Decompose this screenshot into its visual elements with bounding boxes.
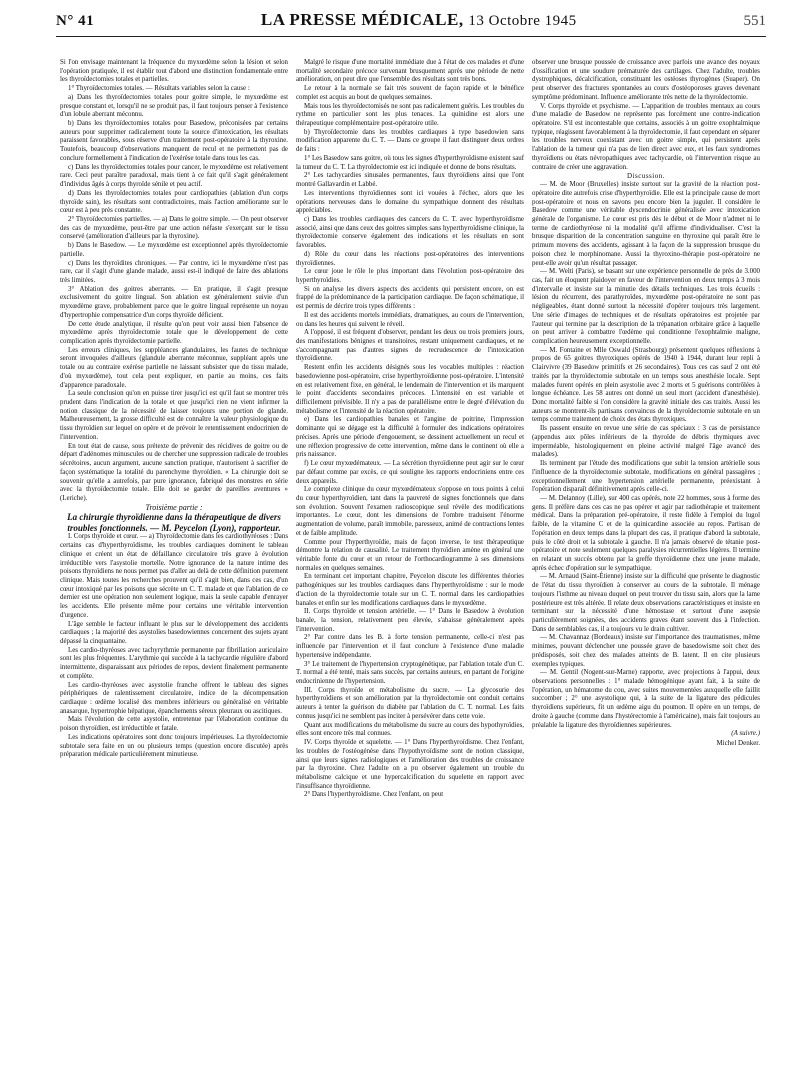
paragraph: Discussion. [627, 172, 665, 181]
page-header [56, 10, 766, 37]
paragraph: 1° Les Basedow sans goitre, où tous les signes d'hyperthyroïdisme existent sauf la tumeur du C. T. La thyroïdectomie est ici indiquée et donne de bons résultats. [296, 154, 524, 171]
text-column-middle [296, 59, 524, 1083]
paragraph: Les cardio-thyréoses avec tachyrythmie permanente par fibrillation auriculaire sont les plus fréquentes. L'arythmie qui succède à la tachycardie régulière d'abord intermittente, disparaissant aux périodes de repos, devient finalement permanente et complète. [60, 646, 288, 680]
paragraph: Ils passent ensuite en revue une série de cas spéciaux : 3 cas de persistance (appendus aux pôles inférieurs de la thyroïde de débris thymiques avec imperméable, histologiquement en pleine activité malgré l'âge avancé des malades). [532, 425, 760, 459]
paragraph: — M. Arnaud (Saint-Étienne) insiste sur la difficulté que présente le diagnostic de l'état du tissu thyroïdien à conserver au cours de la subtotale. Il ménage toujours l'isthme au niveau duquel on peut trouver du tissu sain, alors que la lame postérieure est très altérée. Il relate deux observations caractéristiques et insiste en terminant sur la nécessité d'une hémostase et surtout d'une asepsie particulièrement soignées, des accidents graves étant souvent dus à l'infection. Dans de semblables cas, il a toujours vu le drain cultiver. [532, 573, 760, 633]
issue-number: N° 41 [56, 13, 95, 29]
paragraph: a) Dans les thyroïdectomies totales pour goitre simple, le myxœdème est presque constant et, lorsqu'il ne se produit pas, il faut toujours penser à l'existence d'un lobule aberrant méconnu. [60, 93, 288, 119]
paragraph: Restent enfin les accidents désignés sous les vocables multiples : réaction basedowienne post-opératoire, crise hyperthyroïdienne post-opératoire. L'intensité en est relativement fixe, en général, le lendemain de l'intervention et ils marquent le point d'accidents secondaires précoces. L'intensité en est variable et difficilement prévisible. Il n'y a pas de parallélisme entre le degré d'élévation du métabolisme et l'intensité de la réaction opératoire. [296, 364, 524, 415]
paragraph: Si on analyse les divers aspects des accidents qui persistent encore, on est frappé de la prédominance de la participation cardiaque. De façon schématique, il est permis de décrire trois types différents : [296, 285, 524, 311]
paragraph: 2° Thyroïdectomies partielles. — a) Dans le goitre simple. — On peut observer des cas de myxœdème, peut-être par une action néfaste s'exerçant sur le tissu conservé (amélioration d'ailleurs par la thyroxine). [60, 215, 288, 241]
paragraph: Le cœur joue le rôle le plus important dans l'évolution post-opératoire des hyperthyroïdies. [296, 268, 524, 284]
paragraph: V. Corps thyroïde et psychisme. — L'apparition de troubles mentaux au cours d'une maladie de Basedow ne représente pas forcément une contre-indication opératoire. S'il est incontestable que certains, associés à un goitre exophtalmique typique, réagissent favorablement à la thyroïdectomie, il faut cependant en séparer les troubles nerveux coexistant avec un goitre simple, qui persistent après l'ablation de la tumeur qui n'a pas de lien direct avec eux, et les faux syndromes thyroïdiens ou états névropathiques avec tachycardie, où l'intervention risque au contraire de créer une aggravation. [532, 102, 760, 171]
paragraph: 3° Ablation des goitres aberrants. — En pratique, il s'agit presque exclusivement du goitre lingual. Son ablation est généralement suivie d'un myxœdème grave, probablement parce que le goitre lingual représente un noyau d'hypertrophie compensatrice d'un corps thyroïde déficient. [60, 285, 288, 319]
paragraph: d) Rôle du cœur dans les réactions post-opératoires des interventions thyroïdiennes. [296, 250, 524, 267]
paragraph: Quant aux modifications du métabolisme du sucre au cours des hypothyroïdies, elles sont encore très mal connues. [296, 721, 524, 738]
paragraph: A l'opposé, il est fréquent d'observer, pendant les deux ou trois premiers jours, des manifestations bénignes et transitoires, restant uniquement cardiaques, et ne s'accompagnant pas d'autres signes de recrudescence de l'intoxication thyroïdienne. [296, 329, 524, 363]
paragraph: III. Corps thyroïde et métabolisme du sucre. — La glycosurie des hyperthyroïdiens et son amélioration par la thyroïdectomie ont conduit certains auteurs à tenter la guérison du diabète par l'ablation du C. T. normal. Les faits connus jusqu'ici ne semblent pas inciter à persévérer dans cette voie. [296, 686, 524, 720]
paragraph: Mais tous les thyroïdectomisés ne sont pas radicalement guéris. Les troubles du rythme en particulier sont les plus tenaces. La quinidine est alors une thérapeutique complémentaire post-opératoire utile. [296, 102, 524, 128]
paragraph: L'âge semble le facteur influant le plus sur le développement des accidents cardiaques ; la majorité des asystolies basedowiennes concernent des sujets ayant dépassé la cinquantaine. [60, 620, 288, 645]
paragraph: c) Dans les thyroïdites chroniques. — Par contre, ici le myxœdème n'est pas rare, car il s'agit d'une glande malade, aussi est-il indiqué de faire des ablations très limitées. [60, 259, 288, 284]
paragraph: Le retour à la normale se fait très souvent de façon rapide et le bénéfice complet est acquis au bout de quelques semaines. [296, 85, 524, 101]
paragraph: Il est des accidents mortels immédiats, dramatiques, au cours de l'intervention, ou dans les heures qui suivent le réveil. [296, 311, 524, 328]
paragraph: 2° Par contre dans les B. à forte tension permanente, celle-ci n'est pas influencée par l'intervention et il faut conclure à l'existence d'une maladie hypertensive indépendante. [296, 634, 524, 659]
article-body [60, 59, 766, 1083]
paragraph: — M. Chavannaz (Bordeaux) insiste sur l'importance des traumatismes, même minimes, pouvant déclencher une poussée grave de basedowisme soit chez des prédisposés, soit chez des malades atteints de B. latent. Il en cite plusieurs exemples typiques. [532, 634, 760, 668]
paragraph: observer une brusque poussée de croissance avec parfois une avance des noyaux d'ossification et une soudure prématurée des cartilages. Chez l'adulte, troubles dystrophiques, décalcification, constituant les ostéoses thyrogènes (Suaper). On peut observer des fractures spontanées au cours d'ostéoporoses graves devenant symptôme prédominant. Influence améliorante très nette de la thyroïdectomie. [532, 59, 760, 101]
paragraph: La seule conclusion qu'on en puisse tirer jusqu'ici est qu'il faut se montrer très prudent dans l'indication de la totale et que jusqu'ici rien ne vient infirmer la notion classique de la nécessité de laisser toujours une portion de glande. Malheureusement, la grosse difficulté est de connaître la valeur physiologique du tissu thyroïdien sur lequel on opère et de prévoir le retentissement endocrinien de l'intervention. [60, 390, 288, 441]
paragraph: Mais l'évolution de cette asystolie, entretenue par l'élaboration continue du poison thyroïdien, est irréductible et fatale. [60, 716, 288, 733]
paragraph: 2° Dans l'hyperthyroïdisme. Chez l'enfant, on peut [304, 791, 444, 799]
text-column-left [60, 59, 288, 1083]
page-number: 551 [743, 13, 766, 29]
paragraph: IV. Corps thyroïde et squelette. — 1° Dans l'hyperthyroïdisme. Chez l'enfant, les troubles de l'ostéogénèse dans l'hypothyroïdisme sont de notion classique, ainsi que leurs signes radiologiques et l'amélioration des troubles de croissance par la thyroxine. Chez l'adulte on a pu observer également un trouble du métabolisme calcique et une hypercalcification du squelette en rapport avec l'insuffisance thyroïdienne. [296, 739, 524, 790]
paragraph: De cette étude analytique, il résulte qu'on peut voir aussi bien l'absence de myxœdème après thyroïdectomie totale que le développement de cette complication après thyroïdectomie partielle. [60, 320, 288, 345]
paragraph: (A suivre.) [731, 730, 760, 738]
paragraph: Malgré le risque d'une mortalité immédiate due à l'état de ces malades et d'une mortalité secondaire précoce survenant brusquement après une période de nette amélioration, on peut dire que l'ensemble des résultats sont très bons. [296, 59, 524, 84]
paragraph: 2° Les tachycardies sinusales permanentes, faux thyroïdiens ainsi que l'ont montré Gallavardin et Labbé. [296, 172, 524, 189]
paragraph: 1° Thyroïdectomies totales. — Résultats variables selon la cause : [68, 85, 250, 93]
paragraph: — M. de Moor (Bruxelles) insiste surtout sur la gravité de la réaction post-opératoire dite autrefois crise d'hyperthyroïdie. Elle est la principale cause de mort post-opératoire et nous en savons peu encore bien la juguler. Il considère le Basedow comme une véritable dyscendocrinie généralisée avec intoxication générale de l'organisme. Le cœur est pris dès le début et de Moor n'admet ni le terme de cardiothyréose ni la modalité qu'il affirme d'individualiser. C'est la brusque disparition de la concentration sanguine en thyroxine qui paraît être le primum movens des accidents, agissant à la façon de la suppression brusque du poison chez le morphinomane. Aussi la thyroxino-thérapie post-opératoire ne peut-elle avoir qu'un résultat passager. [532, 181, 760, 267]
paragraph: c) Dans les troubles cardiaques des cancers du C. T. avec hyperthyroïdisme associé, ainsi que dans ceux des goitres simples sans hyperthyroïdisme clinique, la thyroïdectomie conserve également des indications et les résultats en sont favorables. [296, 215, 524, 250]
paragraph: — M. Fontaine et Mlle Oswald (Strasbourg) présentent quelques réflexions à propos de 65 goitres thyroxiques opérés de 1940 à 1944, durant leur repli à Clairvivre (39 Basedow primitifs et 26 secondaires). Tous ces cas sauf 2 ont été traités par la thyroïdectomie subtotale en un temps sous anesthésie locale. Sept malades furent opérés en plein asystolie avec 2 morts et 5 guérisons contrôlées à longue échéance. Les 58 autres ont donné un seul mort (accident d'anesthésie). Donc mortalité faible si l'on considère la gravité initiale des cas traités. Aussi les auteurs se montrent-ils partisans convaincus de la thyroïdectomie subtotale en un temps comme traitement de choix des états thyroxiques. [532, 346, 760, 424]
journal-title [261, 10, 577, 30]
paragraph: b) Dans les thyroïdectomies totales pour Basedow, préconisées par certains auteurs pour supprimer radicalement toute la source d'intoxication, les résultats paraissent favorables, sous réserve d'un traitement post-opératoire à la thyroxine. Toutefois, beaucoup d'observations manquent de recul et ne permettent pas de conclure formellement à l'indication de l'exérèse totale dans tous les cas. [60, 120, 288, 162]
paragraph: Si l'on envisage maintenant la fréquence du myxœdème selon la lésion et selon l'opération pratiquée, il est établir tout d'abord une distinction fondamentale entre les thyroïdectomies totales et partielles. [60, 59, 288, 84]
paragraph: d) Dans les thyroïdectomies totales pour cardiopathies (ablation d'un corps thyroïde sain), les résultats sont contradictoires, mais l'action améliorante sur le cœur est à peu près constante. [60, 189, 288, 215]
paragraph: — M. Gentil (Nogent-sur-Marne) rapporte, avec projections à l'appui, deux observations personnelles : 1° malade hémogénique ayant fait, à la suite de l'opération, un hématome du cou, avec suites mouvementées auxquelle elle faillit succomber ; 2° une asystolique qui, à la suite de la ligature des pédicules thyroïdiens supérieurs, fit un œdème aigu du poumon. Il opère en un temps, de droite à gauche (comme dans l'hystérectomie à l'américaine), mais fait toujours au préalable la ligature des thyroïdiennes supérieures. [532, 669, 760, 729]
issue-date: 13 Octobre 1945 [468, 13, 577, 29]
paragraph: I. Corps thyroïde et cœur. — a) Thyroïdectomie dans les cardiothyréoses : Dans certains cas d'hyperthyroïdisme, les troubles cardiaques dominent le tableau clinique et créent un état de défaillance circulatoire très grave à évolution irréductible vers l'asystolie mortelle. Notre ignorance de la nature intime des poisons thyroïdiens ne nous permet pas d'aller au delà de cette définition purement clinique. Mais toutes les recherches prouvent qu'il s'agit bien, dans ces cas, d'un cœur intoxiqué par les poisons que sécrète un C. T. malade et que l'ablation de ce dernier est une opération non seulement logique, mais la seule capable d'enrayer les accidents. Elle présente même pour certains une véritable intervention d'urgence. [60, 533, 288, 619]
paragraph: Les indications opératoires sont donc toujours impérieuses. La thyroïdectomie subtotale sera faite en un ou plusieurs temps (question encore discutée) après préparation médicale particulièrement minutieuse. [60, 733, 288, 759]
paragraph: Les interventions thyroïdiennes sont ici vouées à l'échec, alors que les opérations nerveuses dans le domaine du sympathique donnent des résultats appréciables. [296, 189, 524, 215]
paragraph: Les cardio-thyréoses avec asystolie franche offrent le tableau des signes périphériques de ralentissement circulatoire, indice de la décompensation cardiaque : œdème localisé des membres inférieurs ou généralisé en véritable anasarque, hypertrophie hépatique, épanchements séreux pleuraux ou ascitiques. [60, 681, 288, 715]
paragraph: Comme pour l'hyperthyroïdie, mais de façon inverse, le test thérapeutique démontre la relation de causalité. Le traitement thyroïdien amène en général une véritable fonte du cœur et un retour de l'orthocardiogramme à ses dimensions normales en quelques semaines. [296, 538, 524, 572]
paragraph: — M. Welti (Paris), se basant sur une expérience personnelle de près de 3.000 cas, fait un éloquent plaidoyer en faveur de l'intervention en deux temps à 3 mois d'intervalle et insiste sur la minutie des détails techniques. Les trois écueils : lésion du récurrent, des parathyroïdes, myxœdème post-opératoire ne sont pas négligeables, étant donné surtout la nécessité d'opérer toujours très largement. Une série d'images de techniques et de résultats opératoires est projetée par l'auteur qui termine par la description de la trépanation orbitaire grâce à laquelle on peut arriver à combattre l'œdème qui conditionne l'exophtalmie maligne, complication heureusement exceptionnelle. [532, 268, 760, 345]
paragraph: La chirurgie thyroïdienne dans la thérapeutique de divers troubles fonctionnels. — M. Peycelon (Lyon), rapporteur. [67, 512, 281, 533]
paragraph: Ils terminent par l'étude des modifications que subit la tension artérielle sous l'influence de la thyroïdectomie subtotale, modifications en général passagères ; exceptionnellement une hypertension artérielle permanente, préexistant à l'opération disparaît définitivement après celle-ci. [532, 460, 760, 494]
paragraph: En terminant cet important chapitre, Peycelon discute les différentes théories pathogéniques sur les troubles cardiaques dans l'hyperthyroïdisme : sur le mode d'action de la thyroïdectomie totale sur un C. T. normal dans les cardiopathies banales et enfin sur les modifications cardiaques dans le myxœdème. [296, 573, 524, 607]
paragraph: II. Corps thyroïde et tension artérielle. — 1° Dans le Basedow à évolution banale, la tension, relativement peu élevée, s'abaisse généralement après l'intervention. [296, 608, 524, 633]
paragraph: 3° Le traitement de l'hypertension cryptogénétique, par l'ablation totale d'un C. T. normal a été tenté, mais sans succès, par certains auteurs, en partant de l'origine endocrinienne de l'hypertension. [296, 660, 524, 686]
paragraph: b) Dans le Basedow. — Le myxœdème est exceptionnel après thyroïdectomie partielle. [60, 242, 288, 258]
paragraph: Troisième partie : [145, 502, 203, 512]
paragraph: Michel Denker. [716, 739, 760, 748]
journal-name: LA PRESSE MÉDICALE, [260, 10, 464, 29]
text-column-right [532, 59, 760, 1083]
paragraph: f) Le cœur myxœdémateux. — La sécrétion thyroïdienne peut agir sur le cœur par défaut comme par excès, ce qui souligne les rapports endocriniens entre ces deux appareils. [296, 460, 524, 485]
paragraph: En tout état de cause, sous prétexte de prévenir des récidives de goitre ou de départ d'adénomes minuscules ou de chercher une suppression radicale de troubles sécrétoires, aucun argument, aucune sanction pratique, n'autorisent à sacrifier de façon systématique la totalité du parenchyme thyroïdien. « La chirurgie doit se souvenir qu'elle a autrefois, par pure ignorance, fabriqué des monstres en série avec la thyroïdectomie totale. Elle doit se garder de pareilles aventures » (Leriche). [60, 442, 288, 502]
paragraph: c) Dans les thyroïdectomies totales pour cancer, le myxœdème est relativement rare. Ceci peut paraître paradoxal, mais tient à ce fait qu'il s'agit généralement d'individus âgés à corps thyroïde sénile et peu actif. [60, 163, 288, 189]
paragraph: Les erreurs cliniques, les suppléances glandulaires, les fautes de technique seront invoquées d'ailleurs (glandule aberrante méconnue, suppléant après une totale ou au contraire exérèse partielle ne laissant subsister que du tissu malade, d'où myxœdème), tout cela peut expliquer, en partie au moins, ces faits d'apparence paradoxale. [60, 346, 288, 389]
paragraph: — M. Delannoy (Lille), sur 400 cas opérés, note 22 hommes, sous à forme des gens. Il préfère dans ces cas ne pas opérer et agir par radiothérapie et traitement médical. Dans la préparation pré-opératoire, il reste fidèle à l'emploi du lugol faible, de la vitamine C et de la quinicardine associée au repos. Partisan de l'opération en deux temps dans la plupart des cas, il pratique d'abord la subtotale, puis le côté droit et la subtotale à gauche. Il n'a jamais observé de tétanie post-opératoire et note seulement quelques paralysies récurrentielles légères. Il termine en relatant un succès obtenu par la greffe thyroïdienne chez une jeune malade, après échec d'opération sur le sympathique. [532, 494, 760, 572]
paragraph: Le complexe clinique du cœur myxœdémateux s'oppose en tous points à celui du cœur hyperthyroïdien, tant dans la pauvreté de signes fonctionnels que dans son évolution. Souvent l'examen radioscopique seul révèle des modifications importantes. Le cœur, dont les dimensions de l'ombre traduisent l'énorme augmentation de volume, paraît immobile, paresseux, animé de contractions lentes et de faible amplitude. [296, 486, 524, 537]
paragraph: b) Thyroïdectomie dans les troubles cardiaques à type basedowien sans modification apparente du C. T. — Dans ce groupe il faut distinguer deux ordres de faits : [296, 128, 524, 154]
paragraph: e) Dans les cardiopathies banales et l'angine de poitrine, l'impression dominante qui se dégage est la difficulté à formuler des indications opératoires précises. Après une période d'engouement, se dessinent actuellement un recul et une réflexion progressive de cette intervention, même dans le continent où elle a pris naissance. [296, 416, 524, 459]
